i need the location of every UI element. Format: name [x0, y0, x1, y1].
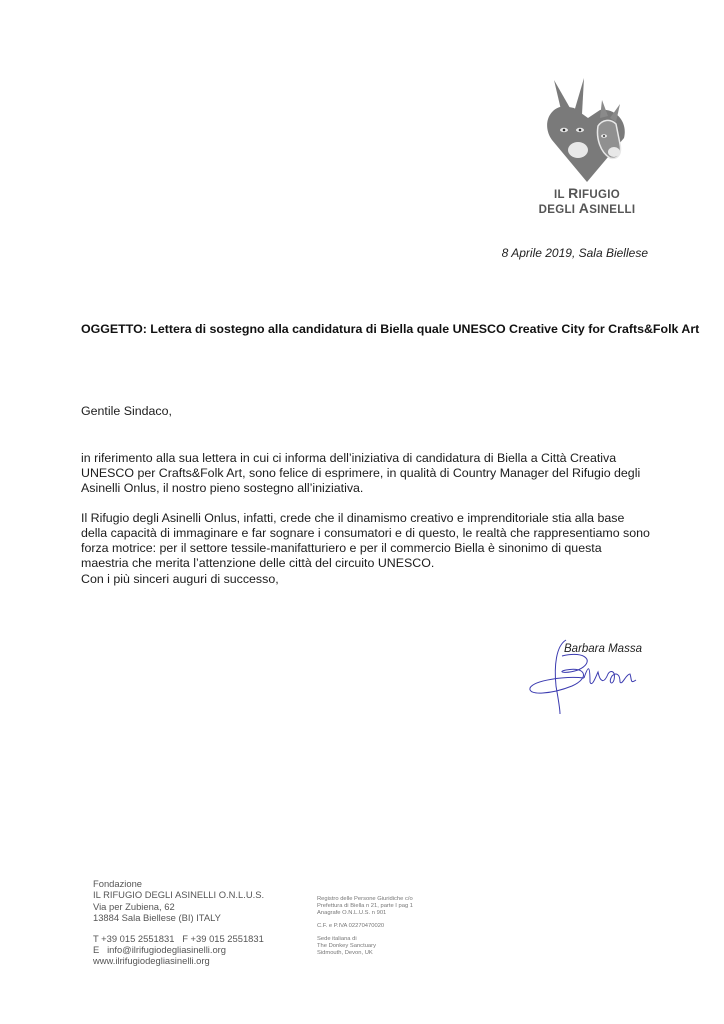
logo-line1-prefix: IL [554, 189, 569, 201]
footer-email[interactable]: E info@ilrifugiodegliasinelli.org [93, 944, 227, 956]
footer-seat-location: Sidmouth, Devon, UK [317, 950, 373, 956]
logo-line2-rest: SINELLI [589, 204, 636, 216]
footer-street: Via per Zubiena, 62 [93, 900, 175, 912]
footer-city: 13884 Sala Biellese (BI) ITALY [93, 912, 221, 924]
footer-foundation-label: Fondazione [93, 878, 142, 889]
footer-org-name: IL RIFUGIO DEGLI ASINELLI O.N.L.U.S. [93, 889, 265, 901]
letter-subject: OGGETTO: Lettera di sostegno alla candidatura di Biella quale UNESCO Creative City for Crafts&Folk Art [81, 322, 700, 336]
footer-contact-block [93, 878, 264, 967]
footer-registry-line: Anagrafe O.N.L.U.S. n 901 [317, 910, 387, 916]
signatory-name: Barbara Massa [564, 643, 642, 655]
body-paragraph: in riferimento alla sua lettera in cui ci informa dell’iniziativa di candidatura di Biella a Città Creativa UNESCO per Crafts&Folk Art, sono felice di esprimere, in qualità di Country Manager del Rifugio degli Asinelli Onlus, il nostro pieno sostegno all’iniziativa. [81, 451, 641, 495]
logo-line1-rest: IFUGIO [578, 189, 620, 201]
footer-tax-id: C.F. e P.IVA 02270470020 [317, 923, 385, 929]
salutation: Gentile Sindaco, [81, 404, 172, 418]
logo-line1-initial: R [568, 185, 579, 201]
footer-seat-label: Sede italiana di [317, 936, 357, 942]
date-place: 8 Aprile 2019, Sala Biellese [501, 246, 648, 260]
footer-phone-fax: T +39 015 2551831 F +39 015 2551831 [93, 932, 264, 944]
organization-logo [532, 78, 642, 217]
logo-line2-initial: A [578, 200, 590, 216]
footer-website[interactable]: www.ilrifugiodegliasinelli.org [93, 955, 210, 967]
footer-registry-line: Prefettura di Biella n 21, parte I pag 1 [317, 903, 414, 909]
letter-body [81, 451, 651, 586]
logo-line2-prefix: DEGLI [538, 204, 579, 216]
footer-seat-name: The Donkey Sanctuary [317, 943, 376, 949]
footer-registry-line: Registro delle Persone Giuridiche c/o [317, 896, 413, 902]
donkeys-heart-icon [544, 78, 630, 184]
handwritten-signature [526, 636, 656, 716]
logo-wordmark [532, 187, 642, 217]
body-paragraph: Il Rifugio degli Asinelli Onlus, infatti, crede che il dinamismo creativo e imprenditoriale stia alla base della capacità di immaginare e far sognare i consumatori e di questo, le realtà che rappresentiamo sono forza motrice: per il settore tessile-manifatturiero e per il commercio Biella è sinonimo di questa maestria che merita l’attenzione delle città del circuito UNESCO. [81, 511, 650, 570]
closing-line: Con i più sinceri auguri di successo, [81, 572, 279, 586]
footer-registry-block [317, 896, 413, 957]
